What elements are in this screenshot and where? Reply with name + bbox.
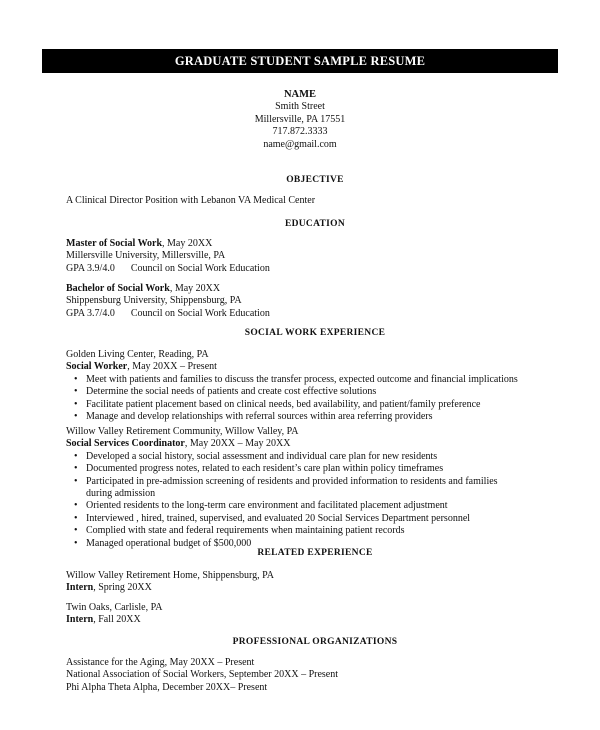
education-entry <box>66 238 566 275</box>
resume-title: GRADUATE STUDENT SAMPLE RESUME <box>42 49 558 73</box>
related-place: Twin Oaks, Carlisle, PA <box>66 602 163 613</box>
objective-text: A Clinical Director Position with Lebanon VA Medical Center <box>66 195 316 206</box>
employer: Willow Valley Retirement Community, Willow Valley, PA <box>66 426 299 437</box>
organizations-list <box>66 657 566 694</box>
degree-title: Bachelor of Social Work <box>66 283 170 294</box>
contact-name: NAME <box>283 89 317 100</box>
list-item: • Managed operational budget of $500,000 <box>66 538 566 550</box>
job-duties <box>66 451 566 550</box>
list-item: • Documented progress notes, related to each resident’s care plan within policy timeframes <box>66 463 566 475</box>
related-heading: RELATED EXPERIENCE <box>257 548 373 558</box>
related-entry <box>66 570 566 595</box>
list-item: • Developed a social history, social assessment and individual care plan for new residents <box>66 451 566 463</box>
job-duties <box>66 374 566 424</box>
related-role: Intern <box>66 582 94 594</box>
list-item: • Determine the social needs of patients and create cost effective solutions <box>66 386 566 398</box>
related-date: , Fall 20XX <box>93 614 141 626</box>
school-name: Shippensburg University, Shippensburg, PA <box>66 295 242 307</box>
contact-block <box>0 89 600 151</box>
job-role: Social Services Coordinator <box>66 438 185 450</box>
list-item: • Interviewed , hired, trained, supervised, and evaluated 20 Social Services Department personnel <box>66 513 566 525</box>
job-entry <box>66 349 566 423</box>
organizations-heading: PROFESSIONAL ORGANIZATIONS <box>232 637 398 647</box>
school-name: Millersville University, Millersville, PA <box>66 250 226 262</box>
list-item: National Association of Social Workers, September 20XX – Present <box>66 669 339 681</box>
employer: Golden Living Center, Reading, PA <box>66 349 209 360</box>
accreditation: Council on Social Work Education <box>130 307 270 319</box>
related-place: Willow Valley Retirement Home, Shippensburg, PA <box>66 570 275 581</box>
contact-phone: 717.872.3333 <box>272 126 328 138</box>
job-dates: , May 20XX – Present <box>127 361 217 373</box>
objective-heading: OBJECTIVE <box>286 175 344 185</box>
degree-title: Master of Social Work <box>66 238 163 249</box>
list-item: • Complied with state and federal requirements when maintaining patient records <box>66 525 566 537</box>
experience-heading: SOCIAL WORK EXPERIENCE <box>244 328 386 338</box>
contact-street: Smith Street <box>275 101 325 113</box>
list-item: • Participated in pre-admission screening of residents and provided information to residents and families <box>66 476 566 488</box>
accreditation: Council on Social Work Education <box>130 262 270 274</box>
education-heading: EDUCATION <box>284 219 346 229</box>
job-role: Social Worker <box>66 361 128 373</box>
degree-date: , May 20XX <box>169 283 221 294</box>
list-item: • Manage and develop relationships with referral sources within area referring providers <box>66 411 566 423</box>
gpa: GPA 3.7/4.0 <box>66 307 115 319</box>
related-date: , Spring 20XX <box>93 582 152 594</box>
contact-city: Millersville, PA 17551 <box>254 113 346 125</box>
list-item: • Oriented residents to the long-term care environment and facilitated placement adjustment <box>66 500 566 512</box>
related-role: Intern <box>66 614 94 626</box>
contact-email: name@gmail.com <box>263 138 337 150</box>
job-entry <box>66 426 566 550</box>
gpa: GPA 3.9/4.0 <box>66 262 115 274</box>
list-item: • Facilitate patient placement based on clinical needs, bed availability, and patient/family preference <box>66 399 566 411</box>
list-item: Phi Alpha Theta Alpha, December 20XX– Present <box>66 681 268 693</box>
list-item: Assistance for the Aging, May 20XX – Present <box>66 657 255 668</box>
degree-date: , May 20XX <box>162 238 213 249</box>
list-item: • Meet with patients and families to discuss the transfer process, expected outcome and financial implications <box>66 374 566 386</box>
job-dates: , May 20XX – May 20XX <box>184 438 291 450</box>
list-item-continuation: during admission <box>86 488 156 500</box>
education-entry <box>66 283 566 320</box>
related-entry <box>66 602 566 627</box>
